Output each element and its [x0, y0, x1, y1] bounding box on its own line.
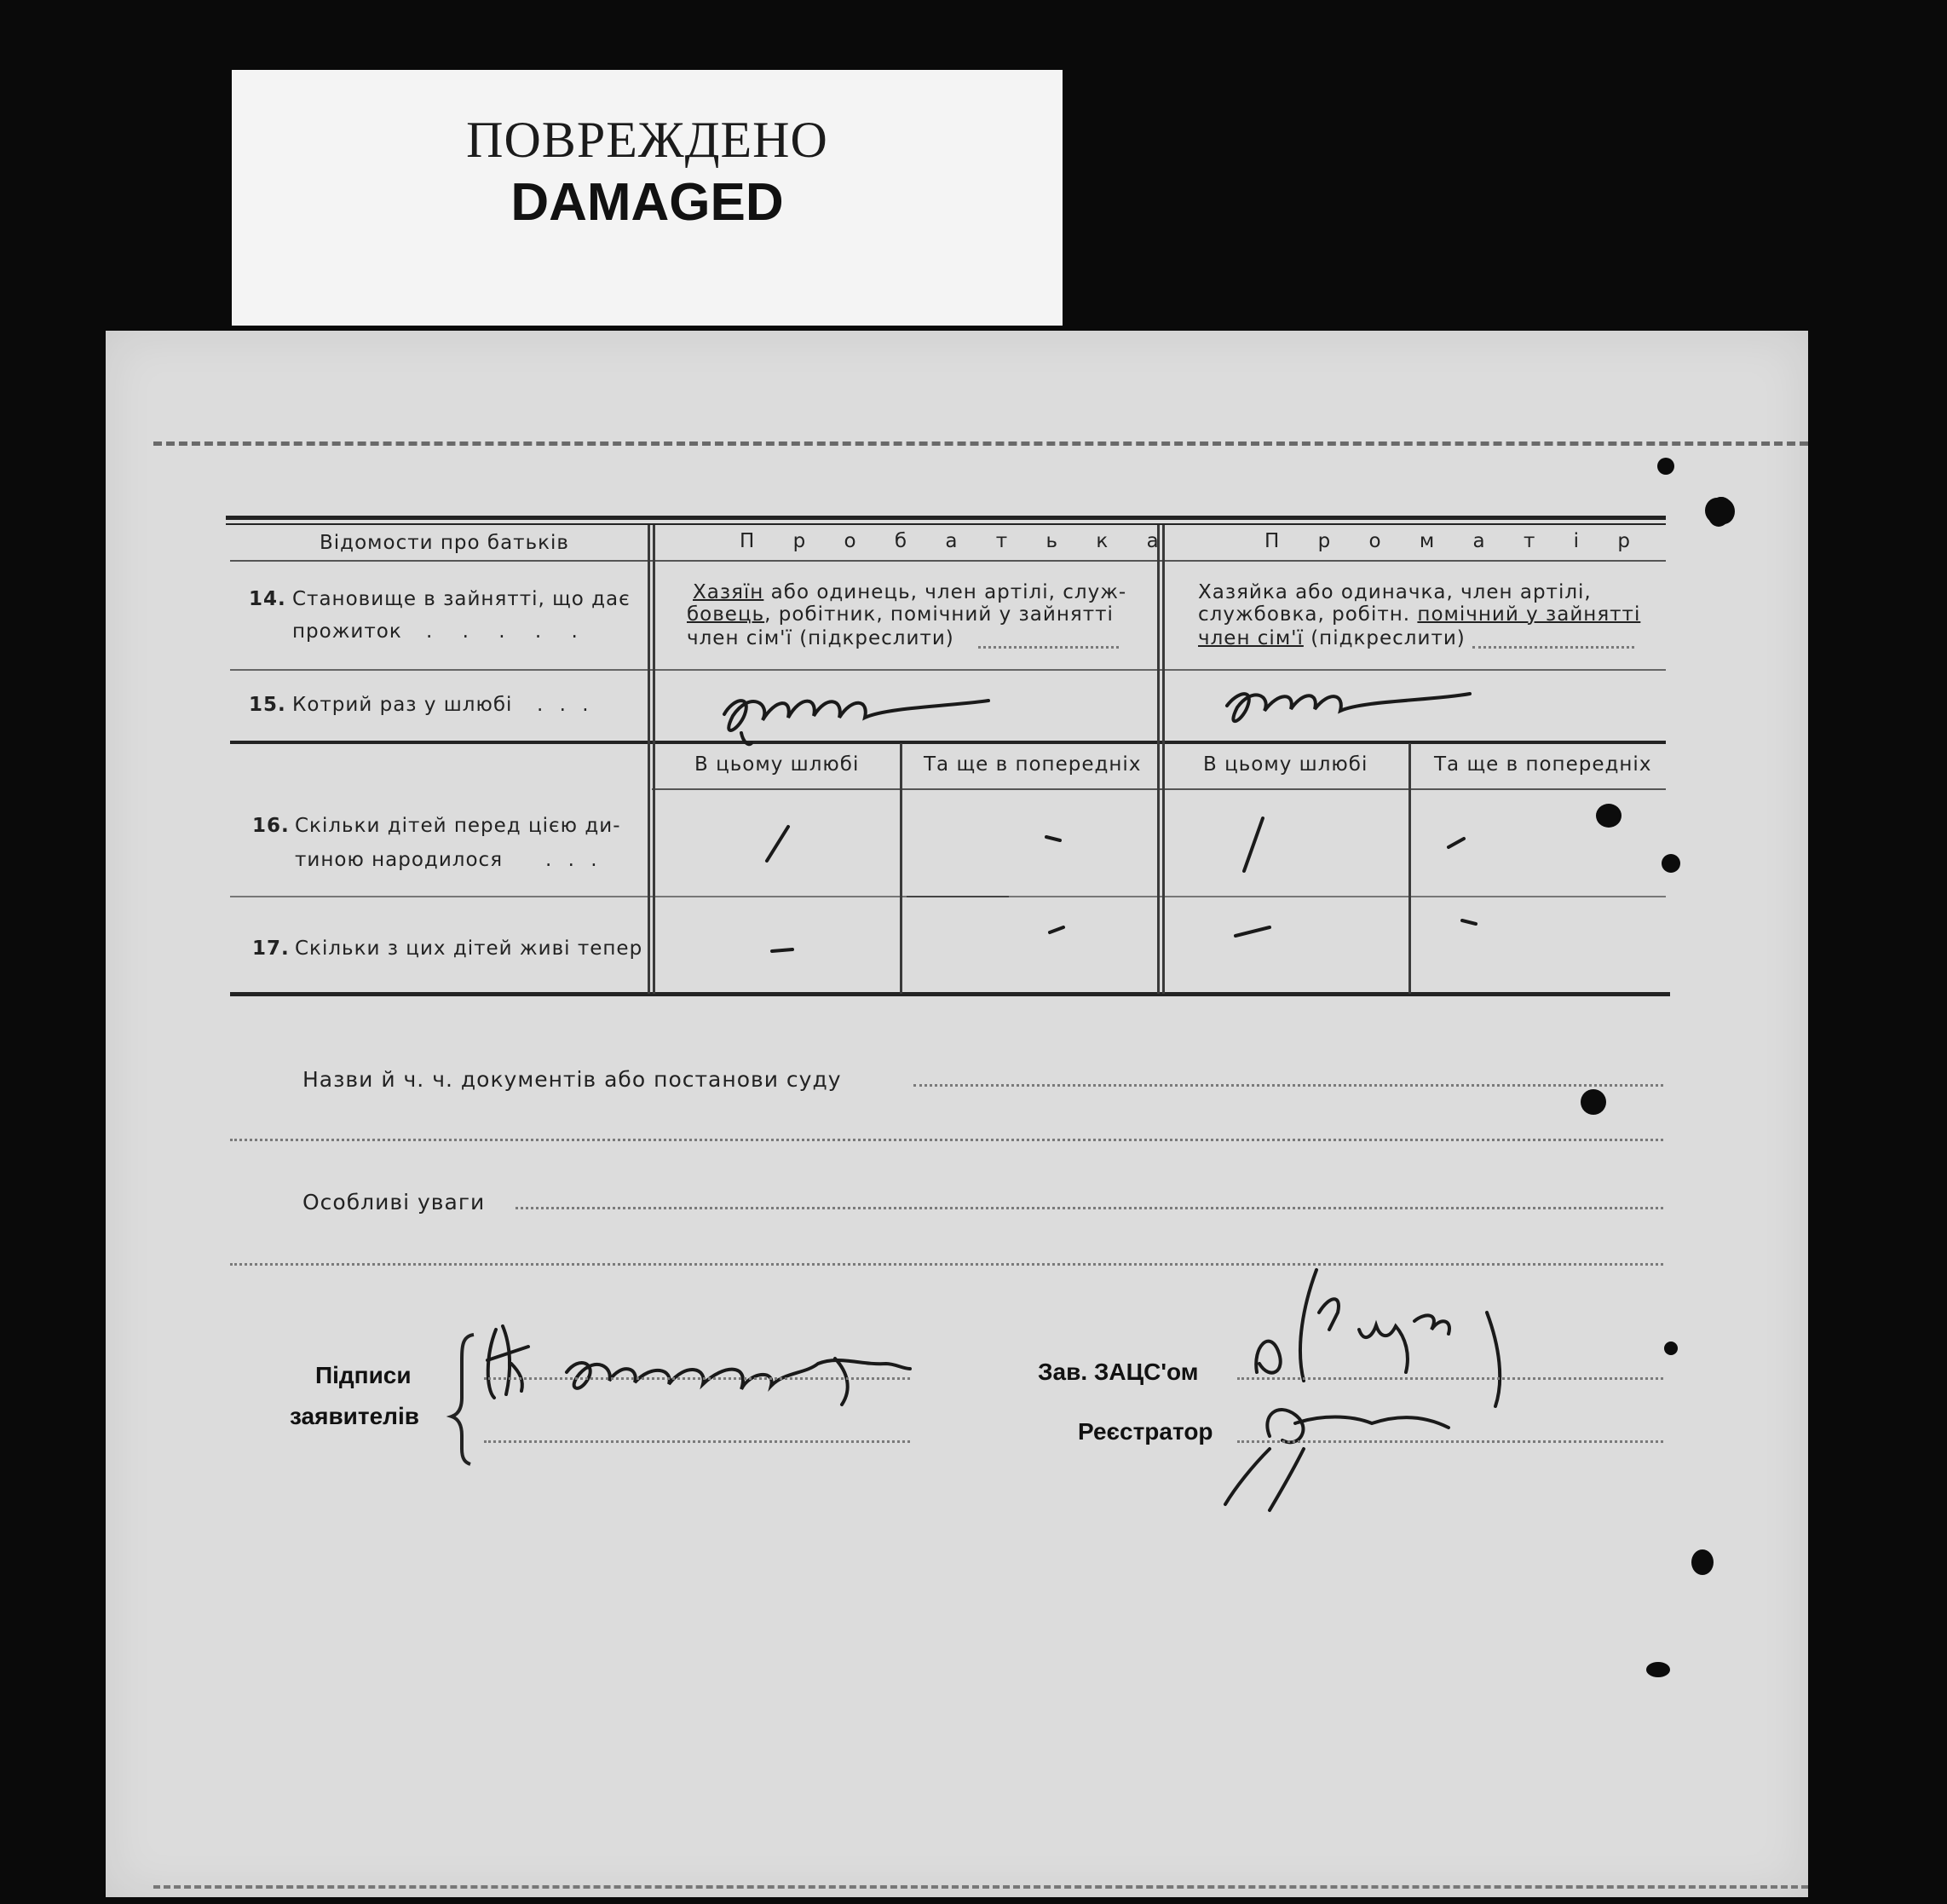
registrar-label: Реєстратор — [1078, 1418, 1213, 1445]
subheader-father-previous: Та ще в попередніх — [924, 753, 1142, 776]
row16-label: Скільки дітей перед цією ди- — [295, 815, 621, 837]
damaged-label-en: DAMAGED — [510, 173, 784, 232]
father-occupation-underlined: Хазяїн — [693, 581, 764, 603]
applicant-sign-line-2 — [484, 1440, 910, 1443]
row14-label: Становище в зайнятті, що дає — [292, 588, 631, 610]
row14-father-line3: член сім'ї (підкреслити) — [687, 627, 954, 649]
head-sign-line — [1237, 1377, 1663, 1380]
head-label: Зав. ЗАЦС'ом — [1038, 1359, 1199, 1385]
documents-label: Назви й ч. ч. документів або постанови суду — [302, 1067, 842, 1092]
remarks-label: Особливі уваги — [302, 1190, 486, 1215]
applicants-brace — [452, 1335, 474, 1464]
applicants-signatures-label-cont: заявителів — [290, 1403, 419, 1429]
registrar-sign-line — [1237, 1440, 1663, 1443]
mother-occupation-text-2: (підкреслити) — [1303, 627, 1466, 649]
header-mother: П р о м а т і р — [1264, 530, 1646, 552]
row14-dots: . . . . . — [426, 620, 590, 643]
subheader-mother-previous: Та ще в попередніх — [1434, 753, 1652, 776]
row16-number: 16. — [252, 815, 290, 837]
applicant-sign-line-1 — [484, 1377, 910, 1380]
row14-label-cont: прожиток — [292, 620, 402, 643]
row16-label-cont: тиною народилося — [295, 849, 504, 871]
damaged-label-ru: ПОВРЕЖДЕНО — [466, 112, 828, 168]
row15-label: Котрий раз у шлюбі — [292, 694, 513, 716]
mother-occupation-underlined-2: член сім'ї — [1198, 627, 1304, 649]
father-occupation-underlined-2: бовець — [687, 603, 765, 626]
header-father: П р о б а т ь к а — [740, 530, 1175, 552]
subheader-mother-this-marriage: В цьому шлюбі — [1203, 753, 1368, 776]
row17-label: Скільки з цих дітей живі тепер — [295, 938, 643, 960]
row15-number: 15. — [249, 694, 286, 716]
applicants-signatures-label: Підписи — [315, 1362, 412, 1388]
row16-dots: . . . — [545, 849, 602, 871]
subheader-father-this-marriage: В цьому шлюбі — [694, 753, 860, 776]
mother-occupation-text: службовка, робітн. — [1198, 603, 1418, 626]
row15-dots: . . . — [537, 694, 594, 716]
father-occupation-text: або одинець, член артілі, служ- — [763, 581, 1127, 603]
father-occupation-text-2: , робітник, помічний у зайнятті — [764, 603, 1114, 626]
row14-mother-line1: Хазяйка або одиначка, член артілі, — [1198, 581, 1592, 603]
row17-number: 17. — [252, 938, 290, 960]
header-parents-info: Відомости про батьків — [320, 532, 569, 554]
row14-number: 14. — [249, 588, 286, 610]
mother-occupation-underlined: помічний у зайнятті — [1417, 603, 1641, 626]
